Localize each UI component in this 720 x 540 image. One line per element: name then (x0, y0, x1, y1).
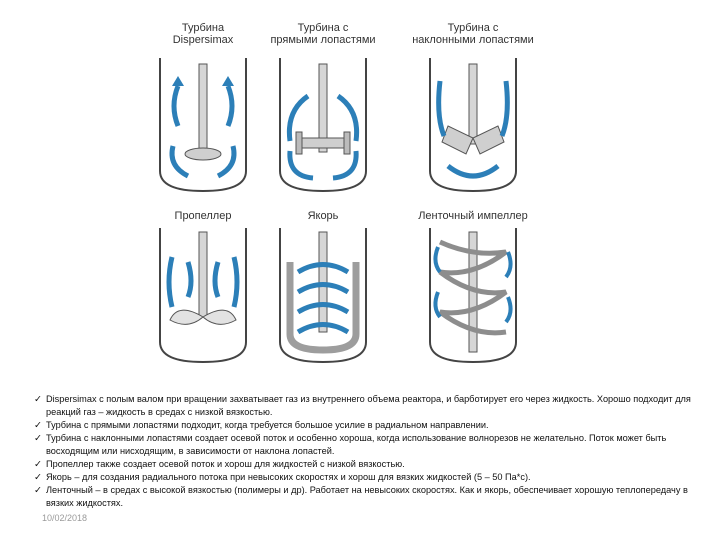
bullet-text: Турбина с прямыми лопастями подходит, когда требуется большое усилие в радиальном направлении. (46, 420, 489, 430)
dispersimax-turbine-icon (148, 46, 258, 196)
bullet-propeller (34, 458, 694, 471)
bullet-straight-blade (34, 419, 694, 432)
check-icon: ✓ (34, 485, 42, 496)
diagram-pitched-blade-turbine (398, 22, 548, 196)
helical-ribbon-icon (418, 222, 528, 372)
diagram-title: Якорь (307, 210, 339, 222)
slide-date: 10/02/2018 (42, 513, 88, 523)
diagram-title: Турбина с прямыми лопастями (270, 22, 376, 46)
bullet-text: Ленточный – в средах с высокой вязкостью (полимеры и др). Работает на невысоких скоростях. Как и якорь, обеспечивает хорошую теплопередачу в вязких жидкостях. (46, 485, 688, 508)
diagram-helical-ribbon (398, 210, 548, 372)
bullet-pitched-blade (34, 432, 694, 458)
check-icon: ✓ (34, 459, 42, 470)
check-icon: ✓ (34, 433, 42, 444)
diagram-title: Турбина Dispersimax (172, 22, 234, 46)
bullet-dispersimax (34, 393, 694, 419)
propeller-icon (148, 222, 258, 372)
check-icon: ✓ (34, 472, 42, 483)
bullet-text: Якорь – для создания радиального потока при невысоких скоростях и хорош для вязких жидкостей (5 – 50 Па*с). (46, 472, 531, 482)
check-icon: ✓ (34, 394, 42, 405)
diagram-title: Турбина с наклонными лопастями (412, 22, 534, 46)
bullet-anchor (34, 471, 694, 484)
pitched-blade-turbine-icon (418, 46, 528, 196)
anchor-icon (268, 222, 378, 372)
diagram-title: Пропеллер (174, 210, 232, 222)
bullet-list (34, 393, 694, 510)
diagram-anchor (248, 210, 398, 372)
bullet-text: Пропеллер также создает осевой поток и хорош для жидкостей с низкой вязкостью. (46, 459, 405, 469)
diagram-straight-blade-turbine (248, 22, 398, 196)
bullet-ribbon (34, 484, 694, 510)
bullet-text: Dispersimax с полым валом при вращении захватывает газ из внутреннего объема реактора, и барботирует его через жидкость. Хорошо подходит для реакций газ – жидкость в средах с низкой вязкостью. (46, 394, 691, 417)
check-icon: ✓ (34, 420, 42, 431)
diagram-title: Ленточный импеллер (418, 210, 528, 222)
straight-blade-turbine-icon (268, 46, 378, 196)
bullet-text: Турбина с наклонными лопастями создает осевой поток и особенно хороша, когда использование волнорезов не желательно. Поток может быть восходящим или нисходящим, в зависимости от наклона лопастей. (46, 433, 667, 456)
